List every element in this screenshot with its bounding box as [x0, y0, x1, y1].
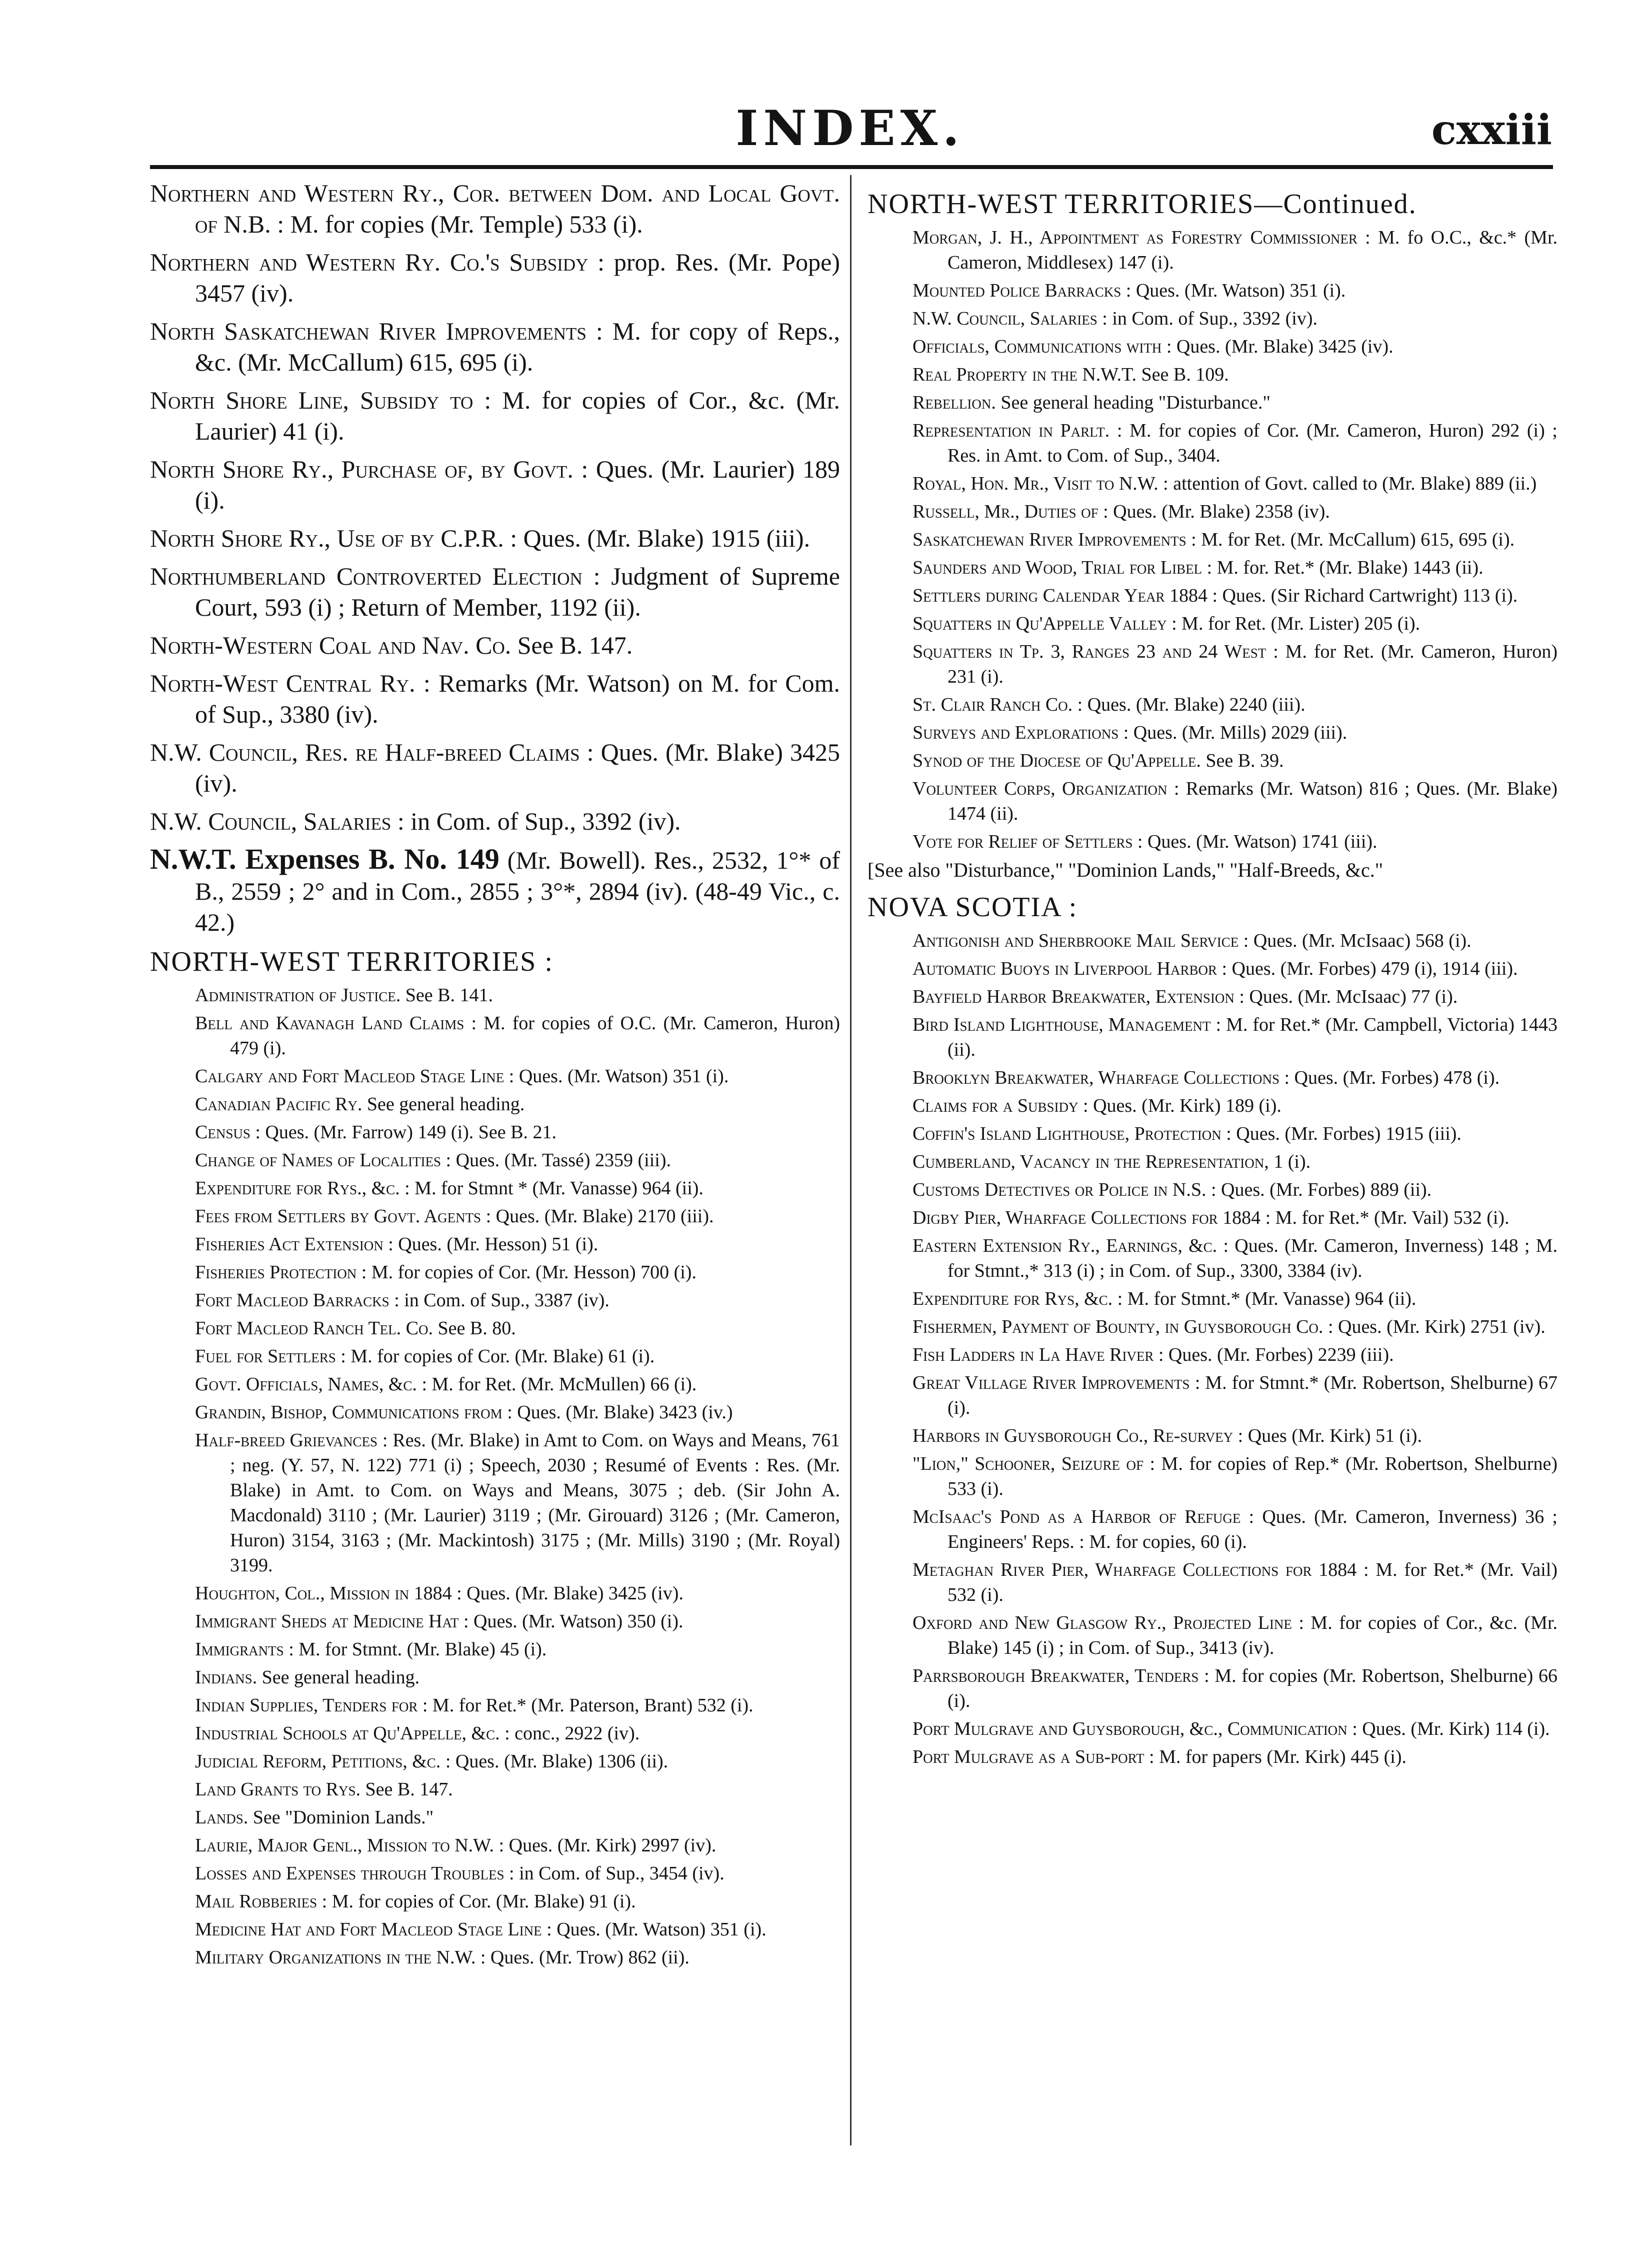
entry-keyword: Port Mulgrave and Guysborough, &c., Communication	[912, 1718, 1348, 1739]
entry-keyword: N.W. Council, Res. re Half-breed Claims	[150, 738, 580, 766]
entry-reference: : Ques. (Mr. Kirk) 2751 (iv).	[1323, 1316, 1546, 1337]
entry-reference: : M. for copies of Cor. (Mr. Cameron, Huron) 292 (i) ; Res. in Amt. to Com. of Sup., 3404.	[948, 420, 1558, 466]
entry-reference: : Ques. (Mr. Blake) 1306 (ii).	[440, 1751, 668, 1772]
entry-keyword: Military Organizations in the N.W.	[195, 1947, 476, 1968]
entry-reference: : Ques. (Mr. McIsaac) 568 (i).	[1238, 930, 1472, 951]
index-entry	[150, 523, 840, 554]
entry-reference: : Ques. (Mr. Kirk) 2997 (iv).	[494, 1835, 716, 1856]
entry-reference: See general heading "Disturbance."	[996, 392, 1270, 413]
entry-keyword: Real Property in the N.W.T.	[912, 364, 1137, 385]
entry-keyword: Indian Supplies, Tenders for	[195, 1695, 418, 1716]
entry-keyword: Fees from Settlers by Govt. Agents	[195, 1206, 482, 1227]
entry-reference: : M. for Ret.* (Mr. Vail) 532 (i).	[1260, 1207, 1510, 1228]
entry-reference: : Ques. (Mr. Watson) 351 (i).	[542, 1919, 766, 1940]
entry-reference: : Ques. (Mr. Mills) 2029 (iii).	[1118, 722, 1348, 743]
left-column	[150, 178, 840, 2158]
entry-keyword: Fisheries Protection	[195, 1262, 357, 1283]
entry-reference: : M. for Ret.* (Mr. Paterson, Brant) 532 (i).	[418, 1695, 754, 1716]
entry-reference: : Ques. (Mr. Laurier) 189 (i).	[195, 455, 840, 514]
entry-keyword: Census	[195, 1122, 250, 1143]
entry-keyword: Saskatchewan River Improvements	[912, 529, 1186, 550]
header-rule	[150, 165, 1553, 169]
entry-keyword: Fort Macleod Barracks	[195, 1290, 390, 1311]
entry-keyword: Bayfield Harbor Breakwater, Extension	[912, 986, 1234, 1007]
entry-keyword: Mounted Police Barracks	[912, 280, 1122, 301]
index-entry	[195, 1945, 840, 1970]
entry-reference: : M. for Stmnt.* (Mr. Vanasse) 964 (ii).	[1112, 1288, 1416, 1309]
index-entry	[150, 178, 840, 240]
entry-reference: : Ques. (Sir Richard Cartwright) 113 (i).	[1207, 585, 1518, 606]
entry-reference: See B. 80.	[433, 1318, 516, 1339]
entry-reference: : M. for Stmnt. (Mr. Blake) 45 (i).	[284, 1639, 547, 1660]
entry-keyword: Calgary and Fort Macleod Stage Line	[195, 1066, 504, 1087]
entry-keyword: Automatic Buoys in Liverpool Harbor	[912, 958, 1217, 979]
entry-reference: : in Com. of Sup., 3392 (iv).	[391, 807, 681, 835]
right-column	[868, 180, 1558, 2160]
entry-keyword: Officials, Communications with	[912, 336, 1162, 357]
entry-keyword: Laurie, Major Genl., Mission to N.W.	[195, 1835, 494, 1856]
entry-reference: See general heading.	[362, 1094, 525, 1115]
index-entry	[912, 1342, 1558, 1367]
entry-keyword: Synod of the Diocese of Qu'Appelle.	[912, 750, 1201, 771]
entry-keyword: North-West Central Ry.	[150, 669, 416, 697]
index-entry	[195, 1232, 840, 1257]
index-entry	[195, 1064, 840, 1089]
entry-reference: : M. for Ret. (Mr. McMullen) 66 (i).	[416, 1374, 697, 1395]
entry-keyword: Lands.	[195, 1807, 248, 1828]
index-entry	[195, 1917, 840, 1942]
entry-keyword: Houghton, Col., Mission in 1884	[195, 1583, 452, 1604]
entry-reference: : M. for copies of Cor. (Mr. Hesson) 700 (i).	[356, 1262, 696, 1283]
entry-keyword: N.W. Council, Salaries	[912, 308, 1098, 329]
entry-keyword: Fishermen, Payment of Bounty, in Guysborough Co.	[912, 1316, 1324, 1337]
entry-reference: : Ques. (Mr. McIsaac) 77 (i).	[1234, 986, 1458, 1007]
index-entry	[912, 1233, 1558, 1283]
entry-keyword: Fisheries Act Extension	[195, 1234, 384, 1255]
entry-keyword: Brooklyn Breakwater, Wharfage Collections	[912, 1067, 1280, 1088]
entry-reference: : M. for. Ret.* (Mr. Blake) 1443 (ii).	[1202, 557, 1484, 578]
index-entry	[912, 1121, 1558, 1146]
nova-scotia-subentries	[868, 928, 1558, 1769]
entry-reference: : Ques. (Mr. Blake) 2358 (iv).	[1098, 501, 1330, 522]
index-entry	[912, 306, 1558, 331]
index-entry	[195, 1889, 840, 1914]
index-entry	[195, 1721, 840, 1746]
entry-keyword: North Shore Line, Subsidy to	[150, 386, 474, 414]
entry-keyword: Cumberland, Vacancy in the Representation,	[912, 1151, 1269, 1172]
entry-reference: : M. for papers (Mr. Kirk) 445 (i).	[1144, 1746, 1407, 1767]
index-entry	[912, 829, 1558, 854]
index-entry	[150, 668, 840, 730]
entry-keyword: Settlers during Calendar Year 1884	[912, 585, 1208, 606]
index-entry	[195, 1204, 840, 1229]
index-entry	[195, 1861, 840, 1886]
nova-scotia-heading: NOVA SCOTIA :	[868, 892, 1078, 923]
column-divider	[850, 175, 852, 2145]
entry-keyword: Antigonish and Sherbrooke Mail Service	[912, 930, 1239, 951]
index-entry	[195, 983, 840, 1008]
index-entry	[912, 1744, 1558, 1769]
entry-reference: : Ques. (Mr. Watson) 1741 (iii).	[1132, 831, 1378, 852]
page-number: cxxiii	[1431, 106, 1552, 154]
index-entry	[195, 1316, 840, 1341]
entry-reference: : Remarks (Mr. Watson) 816 ; Ques. (Mr. Blake) 1474 (ii).	[948, 778, 1558, 824]
entry-reference: 1 (i).	[1268, 1151, 1311, 1172]
entry-reference: : Ques. (Mr. Forbes) 1915 (iii).	[1221, 1123, 1462, 1144]
index-entry	[912, 1370, 1558, 1420]
entry-reference: : M. for copies (Mr. Robertson, Shelburne) 66 (i).	[948, 1665, 1558, 1711]
entry-keyword: Expenditure for Rys., &c.	[195, 1178, 400, 1199]
entry-reference: : M. for copies of Cor., &c. (Mr. Laurier) 41 (i).	[195, 386, 840, 445]
entry-keyword: Coffin's Island Lighthouse, Protection	[912, 1123, 1222, 1144]
nwt-heading: NORTH-WEST TERRITORIES :	[150, 946, 554, 977]
entry-keyword: Administration of Justice.	[195, 985, 401, 1006]
entry-reference: See B. 109.	[1136, 364, 1229, 385]
entry-keyword: Bell and Kavanagh Land Claims	[195, 1013, 464, 1034]
entry-reference: : M. for Stmnt.* (Mr. Robertson, Shelburne) 67 (i).	[948, 1372, 1558, 1418]
entry-keyword: Claims for a Subsidy	[912, 1095, 1078, 1116]
entry-reference: : Ques. (Mr. Watson) 350 (i).	[458, 1611, 684, 1632]
entry-keyword: Canadian Pacific Ry.	[195, 1094, 362, 1115]
entry-reference: : Ques (Mr. Kirk) 51 (i).	[1233, 1425, 1422, 1446]
entry-reference: : Ques. (Mr. Blake) 3425 (iv).	[195, 738, 840, 797]
index-entry	[912, 748, 1558, 773]
entry-keyword: Rebellion.	[912, 392, 996, 413]
entry-reference: : Ques. (Mr. Blake) 1915 (iii).	[504, 524, 810, 552]
entry-keyword: Digby Pier, Wharfage Collections for 1884	[912, 1207, 1261, 1228]
index-entry	[195, 1288, 840, 1313]
entry-keyword: Expenditure for Rys, &c.	[912, 1288, 1113, 1309]
entry-reference: : Ques. (Mr. Farrow) 149 (i). See B. 21.	[250, 1122, 557, 1143]
entry-reference: : M. for Ret.* (Mr. Campbell, Victoria) 1443 (ii).	[948, 1014, 1558, 1060]
entry-reference: : attention of Govt. called to (Mr. Blake) 889 (ii.)	[1158, 473, 1537, 494]
index-entry	[195, 1749, 840, 1774]
index-entry	[195, 1428, 840, 1578]
entry-keyword: Parrsborough Breakwater, Tenders	[912, 1665, 1199, 1686]
entry-reference: : in Com. of Sup., 3392 (iv).	[1097, 308, 1318, 329]
entry-keyword: Harbors in Guysborough Co., Re-survey	[912, 1425, 1234, 1446]
index-entry	[912, 611, 1558, 636]
entry-reference: : M. for copies of Cor., &c. (Mr. Blake) 145 (i) ; in Com. of Sup., 3413 (iv).	[948, 1612, 1558, 1658]
entry-keyword: Squatters in Qu'Appelle Valley	[912, 613, 1167, 634]
entry-keyword: North Shore Ry., Use of by C.P.R.	[150, 524, 504, 552]
entry-keyword: Fort Macleod Ranch Tel. Co.	[195, 1318, 433, 1339]
entry-reference: : M. for Ret.* (Mr. Vail) 532 (i).	[948, 1559, 1558, 1605]
entry-keyword: Half-breed Grievances	[195, 1430, 378, 1451]
index-entry	[912, 1205, 1558, 1230]
entry-reference: See "Dominion Lands."	[248, 1807, 434, 1828]
entry-reference: : M. for Ret. (Mr. Cameron, Huron) 231 (i).	[948, 641, 1558, 687]
index-entry	[912, 1177, 1558, 1202]
entry-reference: : Ques. (Mr. Cameron, Inverness) 36 ; Engineers' Reps. : M. for copies, 60 (i).	[948, 1506, 1558, 1552]
index-entry	[912, 555, 1558, 580]
entry-keyword: Squatters in Tp. 3, Ranges 23 and 24 West	[912, 641, 1266, 662]
entry-keyword: Northumberland Controverted Election	[150, 562, 582, 590]
index-entry	[912, 471, 1558, 496]
entry-reference: : Ques. (Mr. Trow) 862 (ii).	[476, 1947, 690, 1968]
index-entry	[912, 1012, 1558, 1062]
entry-keyword: Industrial Schools at Qu'Appelle, &c.	[195, 1723, 500, 1744]
nwt-continued-subentries	[868, 225, 1558, 854]
entry-keyword: Volunteer Corps, Organization	[912, 778, 1168, 799]
index-entry	[195, 1665, 840, 1690]
index-entry	[150, 385, 840, 447]
entry-keyword: Land Grants to Rys.	[195, 1779, 361, 1800]
index-entry	[150, 247, 840, 309]
left-main-entries	[150, 178, 840, 938]
index-entry	[195, 1344, 840, 1369]
entry-keyword: Saunders and Wood, Trial for Libel	[912, 557, 1202, 578]
entry-reference: : M. for copies of Cor. (Mr. Blake) 61 (i).	[336, 1346, 655, 1367]
entry-reference: : M. for Ret. (Mr. McCallum) 615, 695 (i).	[1186, 529, 1515, 550]
index-entry	[912, 1149, 1558, 1174]
index-entry	[912, 362, 1558, 387]
index-entry	[912, 278, 1558, 303]
entry-reference: : Ques. (Mr. Forbes) 889 (ii).	[1206, 1179, 1432, 1200]
nwt-subentries	[150, 983, 840, 1970]
entry-keyword: Govt. Officials, Names, &c.	[195, 1374, 417, 1395]
entry-keyword: Customs Detectives or Police in N.S.	[912, 1179, 1206, 1200]
index-entry	[195, 1637, 840, 1662]
index-entry	[912, 418, 1558, 468]
entry-reference: : in Com. of Sup., 3387 (iv).	[389, 1290, 610, 1311]
entry-reference: : Remarks (Mr. Watson) on M. for Com. of Sup., 3380 (iv).	[195, 669, 840, 728]
index-entry	[912, 334, 1558, 359]
index-entry	[195, 1092, 840, 1117]
entry-keyword: Eastern Extension Ry., Earnings, &c.	[912, 1235, 1218, 1256]
index-entry	[912, 639, 1558, 689]
entry-keyword: Representation in Parlt.	[912, 420, 1110, 441]
index-entry	[150, 844, 840, 938]
index-entry	[912, 1557, 1558, 1607]
entry-reference: : M. fo O.C., &c.* (Mr. Cameron, Middlesex) 147 (i).	[948, 227, 1558, 273]
entry-reference: : M. for Ret. (Mr. Lister) 205 (i).	[1166, 613, 1420, 634]
entry-reference: : in Com. of Sup., 3454 (iv).	[504, 1863, 724, 1884]
index-entry	[195, 1176, 840, 1201]
index-entry	[912, 1314, 1558, 1339]
entry-reference: : Ques. (Mr. Kirk) 114 (i).	[1347, 1718, 1550, 1739]
index-entry	[912, 984, 1558, 1009]
entry-keyword: Russell, Mr., Duties of	[912, 501, 1098, 522]
entry-reference: See B. 39.	[1200, 750, 1284, 771]
index-entry	[150, 561, 840, 623]
index-entry	[912, 1610, 1558, 1660]
index-entry	[912, 390, 1558, 415]
index-entry	[912, 1716, 1558, 1741]
entry-keyword: St. Clair Ranch Co.	[912, 694, 1073, 715]
entry-keyword: Change of Names of Localities	[195, 1150, 442, 1171]
entry-reference: : M. for Stmnt * (Mr. Vanasse) 964 (ii).	[400, 1178, 704, 1199]
entry-keyword: Bird Island Lighthouse, Management	[912, 1014, 1211, 1035]
index-entry	[912, 1093, 1558, 1118]
index-entry	[195, 1805, 840, 1830]
entry-reference: (Mr. Bowell). Res., 2532, 1°* of B., 2559 ; 2° and in Com., 2855 ; 3°*, 2894 (iv). (48-49 Vic., c. 42.)	[195, 846, 840, 936]
index-entry	[150, 630, 840, 661]
index-entry	[912, 499, 1558, 524]
index-entry	[912, 928, 1558, 953]
entry-keyword: Vote for Relief of Settlers	[912, 831, 1133, 852]
entry-reference: : Ques. (Mr. Tassé) 2359 (iii).	[441, 1150, 671, 1171]
entry-reference: : prop. Res. (Mr. Pope) 3457 (iv).	[195, 248, 840, 307]
index-entry	[912, 1451, 1558, 1501]
entry-reference: See B. 147.	[511, 631, 633, 659]
entry-bill-title: N.W.T. Expenses B. No. 149	[150, 843, 500, 875]
entry-reference: : Ques. (Mr. Kirk) 189 (i).	[1078, 1095, 1282, 1116]
index-entry	[912, 527, 1558, 552]
index-entry	[195, 1400, 840, 1425]
index-entry	[912, 692, 1558, 717]
entry-keyword: Surveys and Explorations	[912, 722, 1119, 743]
index-entry	[912, 1663, 1558, 1713]
index-entry	[195, 1833, 840, 1858]
index-entry	[195, 1011, 840, 1061]
entry-keyword: Royal, Hon. Mr., Visit to N.W.	[912, 473, 1158, 494]
entry-keyword: Immigrants	[195, 1639, 284, 1660]
index-entry	[912, 1286, 1558, 1311]
index-entry	[912, 720, 1558, 745]
entry-keyword: N.W. Council, Salaries	[150, 807, 392, 835]
entry-keyword: Immigrant Sheds at Medicine Hat	[195, 1611, 459, 1632]
entry-keyword: Morgan, J. H., Appointment as Forestry Commissioner	[912, 227, 1358, 248]
entry-reference: : Ques. (Mr. Blake) 3425 (iv).	[452, 1583, 684, 1604]
entry-reference: See B. 147.	[360, 1779, 453, 1800]
entry-reference: : M. for copies of Rep.* (Mr. Robertson, Shelburne) 533 (i).	[948, 1453, 1558, 1499]
entry-reference: : Ques. (Mr. Forbes) 478 (i).	[1280, 1067, 1500, 1088]
entry-reference: : M. for copies of O.C. (Mr. Cameron, Huron) 479 (i).	[230, 1013, 840, 1059]
index-entry	[195, 1260, 840, 1285]
index-entry	[150, 454, 840, 516]
entry-reference: : Ques. (Mr. Watson) 351 (i).	[504, 1066, 729, 1087]
entry-keyword: Grandin, Bishop, Communications from	[195, 1402, 502, 1423]
entry-keyword: Losses and Expenses through Troubles	[195, 1863, 504, 1884]
entry-keyword: Fish Ladders in La Have River	[912, 1344, 1154, 1365]
index-entry	[912, 956, 1558, 981]
entry-keyword: McIsaac's Pond as a Harbor of Refuge	[912, 1506, 1241, 1527]
entry-keyword: Indians.	[195, 1667, 258, 1688]
index-entry	[150, 737, 840, 799]
entry-keyword: Fuel for Settlers	[195, 1346, 336, 1367]
entry-keyword: Medicine Hat and Fort Macleod Stage Line	[195, 1919, 542, 1940]
entry-keyword: Northern and Western Ry., Cor. between Dom. and Local Govt. of N.B.	[150, 179, 840, 238]
index-entry	[195, 1609, 840, 1634]
entry-reference: : Res. (Mr. Blake) in Amt to Com. on Ways and Means, 761 ; neg. (Y. 57, N. 122) 771 (i) ; Speech, 2030 ; Resumé of Events : Res. (Mr. Blake) in Amt. to Com. on Ways and Means, 3075 ; deb. (Sir John A. Macdonald) 3110 ; (Mr. Laurier) 3119 ; (Mr. Girouard) 3126 ; (Mr. Cameron, Huron) 3154, 3163 ; (Mr. Mackintosh) 3175 ; (Mr. Mills) 3190 ; (Mr. Royal) 3199.	[230, 1430, 840, 1576]
entry-reference: : Ques. (Mr. Forbes) 479 (i), 1914 (iii).	[1216, 958, 1518, 979]
entry-keyword: Judicial Reform, Petitions, &c.	[195, 1751, 441, 1772]
entry-reference: See general heading.	[257, 1667, 420, 1688]
index-entry	[912, 1504, 1558, 1554]
index-entry	[912, 1065, 1558, 1090]
index-entry	[195, 1581, 840, 1606]
entry-keyword: North-Western Coal and Nav. Co.	[150, 631, 512, 659]
index-entry	[150, 806, 840, 837]
index-entry	[150, 316, 840, 378]
entry-reference: : M. for copies (Mr. Temple) 533 (i).	[270, 210, 643, 238]
index-entry	[195, 1693, 840, 1718]
entry-keyword: North Shore Ry., Purchase of, by Govt.	[150, 455, 574, 483]
index-entry	[195, 1777, 840, 1802]
entry-reference: : Ques. (Mr. Blake) 3425 (iv).	[1162, 336, 1394, 357]
entry-keyword: North Saskatchewan River Improvements	[150, 317, 586, 345]
entry-reference: : Ques. (Mr. Blake) 2240 (iii).	[1072, 694, 1306, 715]
entry-reference: : Ques. (Mr. Cameron, Inverness) 148 ; M. for Stmnt.,* 313 (i) ; in Com. of Sup., 3300, 3384 (iv).	[948, 1235, 1558, 1281]
index-entry	[195, 1372, 840, 1397]
entry-reference: : conc., 2922 (iv).	[500, 1723, 640, 1744]
entry-reference: : Ques. (Mr. Blake) 3423 (iv.)	[502, 1402, 733, 1423]
entry-keyword: "Lion," Schooner, Seizure of	[912, 1453, 1144, 1474]
entry-reference: : M. for copies of Cor. (Mr. Blake) 91 (i).	[317, 1891, 636, 1912]
entry-reference: : Ques. (Mr. Forbes) 2239 (iii).	[1154, 1344, 1394, 1365]
entry-keyword: Great Village River Improvements	[912, 1372, 1190, 1393]
page-title: INDEX.	[736, 100, 964, 157]
entry-reference: : M. for copy of Reps., &c. (Mr. McCallum) 615, 695 (i).	[195, 317, 840, 376]
index-entry	[912, 225, 1558, 275]
entry-reference: See B. 141.	[400, 985, 493, 1006]
entry-reference: : Judgment of Supreme Court, 593 (i) ; Return of Member, 1192 (ii).	[195, 562, 840, 621]
entry-reference: : Ques. (Mr. Watson) 351 (i).	[1121, 280, 1346, 301]
index-entry	[195, 1120, 840, 1145]
entry-keyword: Mail Robberies	[195, 1891, 318, 1912]
entry-keyword: Northern and Western Ry. Co.'s Subsidy	[150, 248, 588, 276]
nwt-continued-heading: NORTH-WEST TERRITORIES—Continued.	[868, 189, 1417, 220]
entry-reference: : Ques. (Mr. Blake) 2170 (iii).	[481, 1206, 714, 1227]
index-entry	[912, 1423, 1558, 1448]
entry-keyword: Metaghan River Pier, Wharfage Collections for 1884	[912, 1559, 1357, 1580]
index-entry	[912, 583, 1558, 608]
index-entry	[195, 1148, 840, 1173]
entry-keyword: Port Mulgrave as a Sub-port	[912, 1746, 1144, 1767]
see-also-note: [See also "Disturbance," "Dominion Lands," "Half-Breeds, &c."	[868, 859, 1384, 881]
entry-reference: : Ques. (Mr. Hesson) 51 (i).	[383, 1234, 598, 1255]
index-entry	[912, 776, 1558, 826]
entry-keyword: Oxford and New Glasgow Ry., Projected Line	[912, 1612, 1292, 1633]
